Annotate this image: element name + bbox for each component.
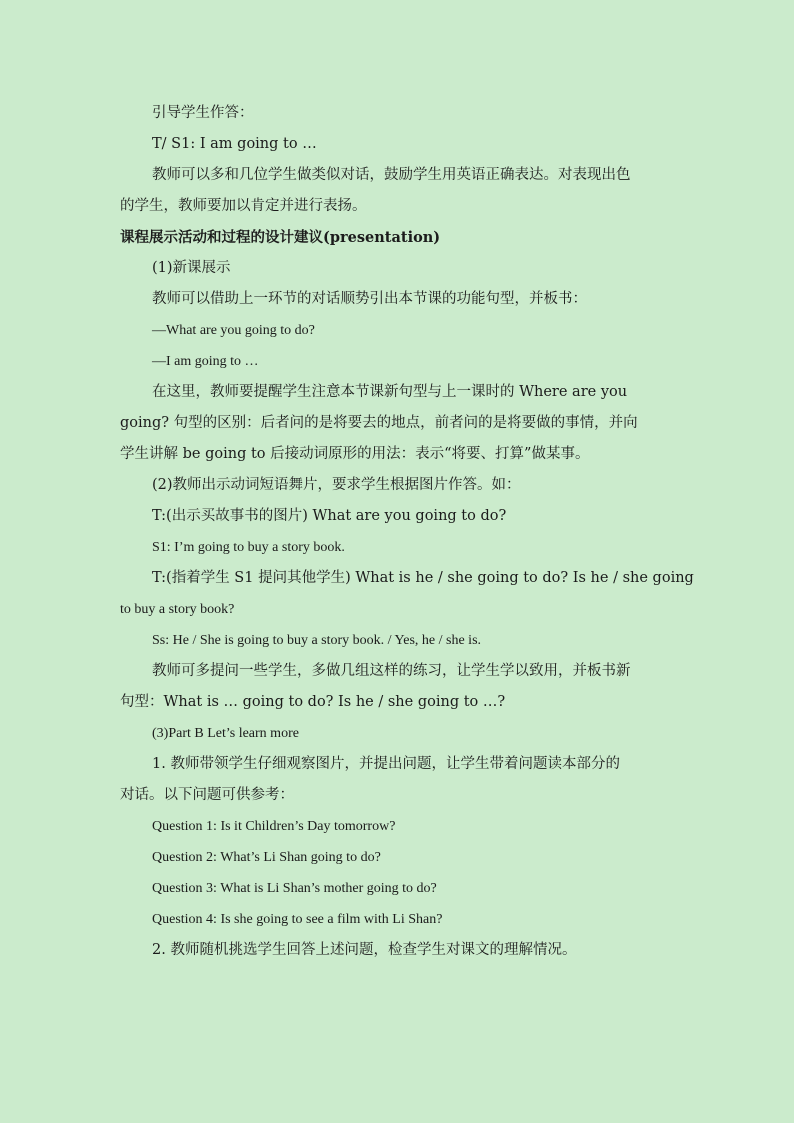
question-line: Question 1: Is it Children’s Day tomorrow? [152,819,396,834]
dialogue-line: Ss: He / She is going to buy a story book. / Yes, he / she is. [152,633,482,648]
paragraph-line: T/ S1: I am going to … [152,136,317,152]
paragraph-line: 在这里，教师要提醒学生注意本节课新句型与上一课时的 Where are you [152,384,628,400]
subsection-line: (3)Part B Let’s learn more [152,726,299,741]
paragraph-line: 教师可以多和几位学生做类似对话，鼓励学生用英语正确表达。对表现出色 [152,167,631,183]
dialogue-line: to buy a story book? [120,602,235,617]
paragraph-line: 句型：What is … going to do? Is he / she going to …? [120,694,506,710]
dialogue-line: T:(出示买故事书的图片) What are you going to do? [152,508,507,524]
paragraph-line: 2. 教师随机挑选学生回答上述问题，检查学生对课文的理解情况。 [152,942,577,958]
paragraph-line: 教师可以借助上一环节的对话顺势引出本节课的功能句型，并板书： [152,291,587,307]
dialogue-line: —What are you going to do? [152,323,315,338]
paragraph-line: (1)新课展示 [152,260,231,276]
paragraph-line: (2)教师出示动词短语舞片，要求学生根据图片作答。如： [152,477,521,493]
paragraph-line: 学生讲解 be going to 后接动词原形的用法：表示“将要、打算”做某事。 [120,446,590,462]
question-line: Question 3: What is Li Shan’s mother going to do? [152,881,437,896]
dialogue-line: —I am going to … [152,354,259,369]
paragraph-line: 引导学生作答： [152,105,254,121]
paragraph-line: 对话。以下问题可供参考： [120,787,294,803]
question-line: Question 4: Is she going to see a film with Li Shan? [152,912,443,927]
section-heading: 课程展示活动和过程的设计建议(presentation) [120,229,441,246]
dialogue-line: S1: I’m going to buy a story book. [152,540,345,555]
paragraph-line: 教师可多提问一些学生，多做几组这样的练习，让学生学以致用，并板书新 [152,663,631,679]
paragraph-line: 1. 教师带领学生仔细观察图片，并提出问题，让学生带着问题读本部分的 [152,756,620,772]
paragraph-line: 的学生，教师要加以肯定并进行表扬。 [120,198,367,214]
dialogue-line: T:(指着学生 S1 提问其他学生) What is he / she going to do? Is he / she going [152,570,694,586]
document-page [120,98,694,966]
paragraph-line: going? 句型的区别：后者问的是将要去的地点，前者问的是将要做的事情，并向 [120,415,638,431]
question-line: Question 2: What’s Li Shan going to do? [152,850,381,865]
